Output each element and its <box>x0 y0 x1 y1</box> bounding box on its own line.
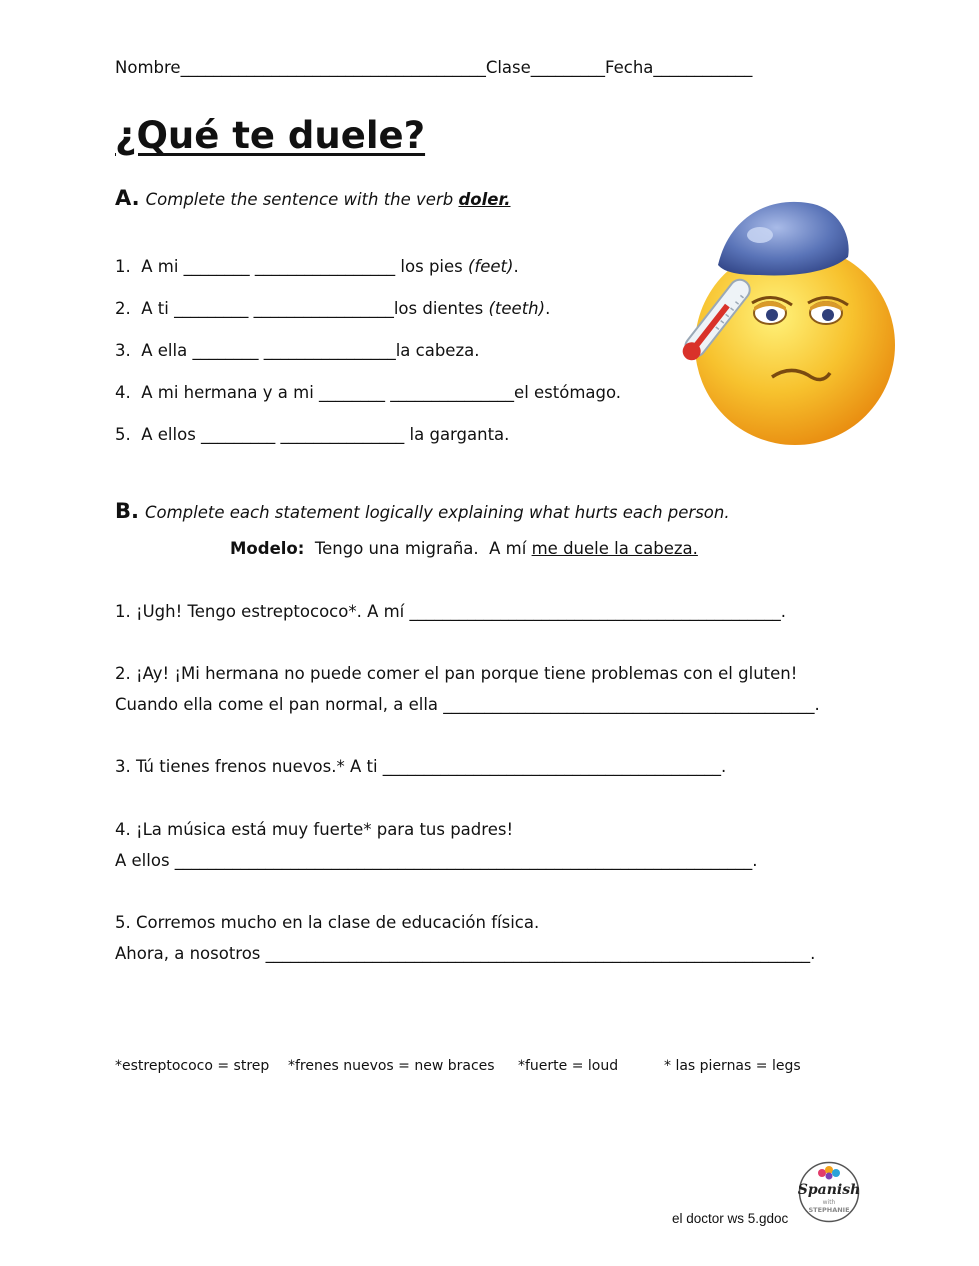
section-b-line: 4. ¡La música está muy fuerte* para tus padres! <box>115 820 514 839</box>
sick-emoji-illustration <box>680 195 902 445</box>
fecha-label: Fecha <box>605 58 654 77</box>
svg-text:Spanish: Spanish <box>798 1182 860 1198</box>
emoji-face <box>695 245 895 445</box>
footnote: *fuerte = loud <box>518 1058 619 1074</box>
modelo-line <box>230 539 698 558</box>
section-b-line: Ahora, a nosotros __________________________________________________________________. <box>115 944 816 963</box>
spanish-logo <box>798 1161 860 1223</box>
section-a-letter: A. <box>115 186 140 210</box>
section-a-instruction: Complete the sentence with the verb <box>145 190 459 209</box>
footnote: *frenes nuevos = new braces <box>288 1058 495 1074</box>
section-b-letter: B. <box>115 499 139 523</box>
section-b-instruction: Complete each statement logically explaining what hurts each person. <box>144 503 730 522</box>
nombre-label: Nombre <box>115 58 181 77</box>
modelo-answer: me duele la cabeza. <box>531 539 698 558</box>
section-a-verb: doler. <box>458 190 511 209</box>
svg-text:with: with <box>822 1199 836 1206</box>
footnote: *estreptococo = strep <box>115 1058 270 1074</box>
header-line <box>115 58 752 77</box>
section-b-line: 2. ¡Ay! ¡Mi hermana no puede comer el pan porque tiene problemas con el gluten! <box>115 664 798 683</box>
list-item: 4. A mi hermana y a mi ________ _______________el estómago. <box>115 383 622 402</box>
section-b-line: A ellos ______________________________________________________________________. <box>115 851 758 870</box>
page-title: ¿Qué te duele? <box>115 114 426 157</box>
footnote: * las piernas = legs <box>664 1058 801 1074</box>
section-b-heading <box>115 499 730 523</box>
clase-label: Clase <box>485 58 531 77</box>
section-b-line: 5. Corremos mucho en la clase de educación física. <box>115 913 540 932</box>
section-b-line: 1. ¡Ugh! Tengo estreptococo*. A mí _____________________________________________. <box>115 602 786 621</box>
nombre-blank[interactable]: _____________________________________ <box>180 58 486 77</box>
section-b-line: 3. Tú tienes frenos nuevos.* A ti _________________________________________. <box>115 757 727 776</box>
svg-text:STEPHANIE: STEPHANIE <box>808 1206 850 1214</box>
source-filename: el doctor ws 5.gdoc <box>672 1211 789 1226</box>
list-item: 5. A ellos _________ _______________ la garganta. <box>115 425 510 444</box>
fecha-blank[interactable]: ____________ <box>653 58 753 77</box>
section-b-line: Cuando ella come el pan normal, a ella _____________________________________________. <box>115 695 820 714</box>
modelo-label: Modelo: <box>230 539 305 558</box>
ice-pack <box>718 202 849 276</box>
list-item: 2. A ti _________ _________________los dientes (teeth). <box>115 299 551 318</box>
list-item: 1. A mi ________ _________________ los pies (feet). <box>115 257 519 276</box>
list-item: 3. A ella ________ ________________la cabeza. <box>115 341 480 360</box>
clase-blank[interactable]: _________ <box>530 58 606 77</box>
modelo-text: Tengo una migraña. A mí <box>304 539 532 558</box>
section-a-heading <box>115 186 511 210</box>
